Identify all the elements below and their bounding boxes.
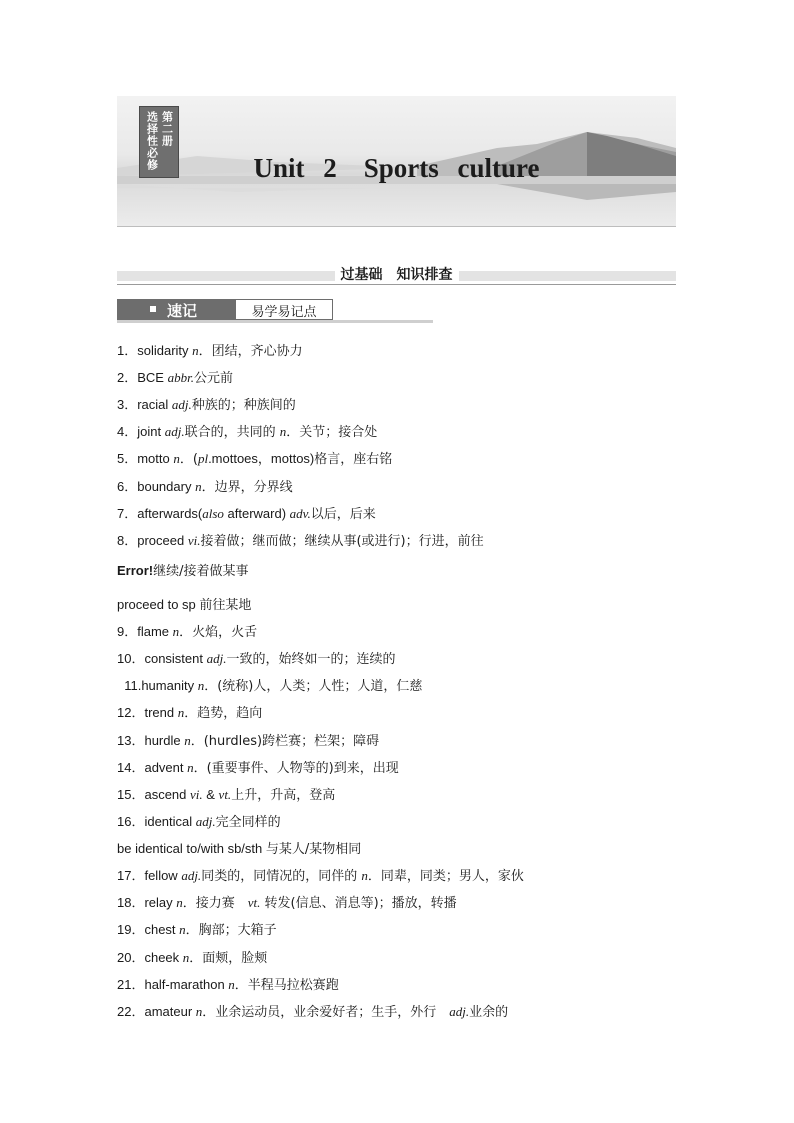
vocab-text: 继续/接着做某事 <box>153 564 249 579</box>
vocab-text: .mottoes，mottos) <box>208 451 315 466</box>
vocab-text: 2．BCE <box>117 370 168 385</box>
vocab-item <box>117 451 392 468</box>
vocab-text: ．火焰，火舌 <box>179 625 258 640</box>
part-of-speech: vt. <box>247 895 261 910</box>
part-of-speech: adv. <box>289 506 311 521</box>
vocab-text: 19．chest <box>117 922 180 937</box>
part-of-speech: adj. <box>181 868 202 883</box>
vocab-text: 22．amateur <box>117 1004 196 1019</box>
square-bullet-icon <box>150 306 156 312</box>
part-of-speech: adj. <box>171 397 192 412</box>
vocab-item <box>117 563 249 580</box>
vocab-text: ．趋势，趋向 <box>184 706 263 721</box>
tab-primary-label: 速记 <box>167 302 198 320</box>
vocab-text: ．边界，分界线 <box>201 480 293 495</box>
vocab-text: 前往某地 <box>199 598 252 613</box>
tab-underline <box>117 320 433 323</box>
vocab-item <box>117 814 281 831</box>
part-of-speech: n <box>195 479 202 494</box>
vocab-text: 联合的，共同的 <box>184 425 280 440</box>
vocab-item <box>117 760 399 777</box>
part-of-speech: also <box>202 506 224 521</box>
quick-memo-tab <box>117 299 433 323</box>
part-of-speech: pl <box>197 451 209 466</box>
vocab-item <box>117 922 277 939</box>
vocab-text: 9．flame <box>117 624 173 639</box>
vocab-text: 一致的，始终如一的；连续的 <box>226 652 396 667</box>
vocab-text: 18．relay <box>117 895 177 910</box>
vocab-text: 15．ascend <box>117 787 190 802</box>
vocab-text: & <box>202 787 219 802</box>
vocab-text: 种族的；种族间的 <box>191 398 296 413</box>
part-of-speech: n <box>176 895 183 910</box>
vocab-text: afterward) <box>223 506 290 521</box>
part-of-speech: n <box>361 868 368 883</box>
vocab-text: 20．cheek <box>117 950 183 965</box>
vocab-text: ．胸部；大箱子 <box>185 923 277 938</box>
part-of-speech: abbr. <box>167 370 194 385</box>
part-of-speech: n <box>177 705 185 720</box>
vocab-text: 21．half-marathon <box>117 977 229 992</box>
part-of-speech: n <box>279 424 287 439</box>
badge-volume: 第二册 <box>160 111 174 147</box>
vocab-item <box>117 506 376 523</box>
vocab-item <box>117 787 335 804</box>
vocab-item <box>117 977 339 994</box>
vocab-text: 14．advent <box>117 760 188 775</box>
vocab-item <box>117 651 396 668</box>
vocab-text: 7．afterwards( <box>117 506 203 521</box>
vocab-item <box>117 678 422 695</box>
vocab-text: 16．identical <box>117 814 196 829</box>
part-of-speech: n <box>197 678 205 693</box>
part-of-speech: vi. <box>190 787 203 802</box>
error-marker: Error! <box>117 563 154 578</box>
vocab-item <box>117 533 484 550</box>
vocab-text: 格言，座右铭 <box>314 452 393 467</box>
part-of-speech: vt. <box>218 787 232 802</box>
vocab-text: 10．consistent <box>117 651 207 666</box>
vocab-text: ．同辈，同类；男人，家伙 <box>367 869 524 884</box>
vocab-item <box>117 733 379 750</box>
vocab-text: 8．proceed <box>117 533 188 548</box>
part-of-speech: adj. <box>195 814 216 829</box>
vocab-text: 上升，升高，登高 <box>231 788 336 803</box>
vocab-text: ．关节；接合处 <box>286 425 378 440</box>
vocab-text: 17．fellow <box>117 868 182 883</box>
vocab-text: 13．hurdle <box>117 733 185 748</box>
tab-secondary-label: 易学易记点 <box>251 305 317 320</box>
part-of-speech: vi. <box>187 533 201 548</box>
vocab-text: 同类的，同情况的，同伴的 <box>201 869 362 884</box>
part-of-speech: n <box>187 760 194 775</box>
vocab-item <box>117 479 293 496</box>
vocab-item <box>117 841 361 858</box>
vocab-text: 以后，后来 <box>310 507 376 522</box>
part-of-speech: n <box>173 451 180 466</box>
tab-primary <box>117 299 235 320</box>
vocab-text: ．半程马拉松赛跑 <box>234 978 339 993</box>
vocab-text: 11.humanity <box>117 678 198 693</box>
part-of-speech: adj. <box>449 1004 470 1019</box>
part-of-speech: adj. <box>164 424 185 439</box>
badge-series: 选择性必修 <box>145 111 159 171</box>
vocab-item <box>117 397 296 414</box>
vocab-text: 1．solidarity <box>117 343 193 358</box>
vocab-item <box>117 950 267 967</box>
section-divider <box>117 284 676 285</box>
part-of-speech: n <box>184 733 191 748</box>
vocab-item <box>117 343 303 360</box>
vocab-item <box>117 597 251 614</box>
vocab-item <box>117 624 257 641</box>
vocab-text: proceed to sp <box>117 597 200 612</box>
vocab-item <box>117 895 457 912</box>
part-of-speech: adj. <box>206 651 227 666</box>
vocab-text: 接着做；继而做；继续从事(或进行)；行进，前往 <box>200 534 484 549</box>
vocab-item <box>117 1004 508 1021</box>
vocab-text: ．(重要事件、人物等的)到来，出现 <box>193 761 399 776</box>
vocab-text: 业余的 <box>469 1005 509 1020</box>
vocab-text: 完全同样的 <box>215 815 281 830</box>
vocab-text: ．(统称)人，人类；人性；人道，仁慈 <box>204 679 423 694</box>
section-header <box>117 264 676 286</box>
vocab-item <box>117 370 233 387</box>
vocab-text: 12．trend <box>117 705 178 720</box>
section-title: 过基础 知识排查 <box>335 267 459 283</box>
vocab-item <box>117 868 524 885</box>
part-of-speech: n <box>195 1004 203 1019</box>
vocab-text: ．团结，齐心协力 <box>198 344 303 359</box>
vocab-text: ．业余运动员，业余爱好者；生手，外行 <box>202 1005 450 1020</box>
part-of-speech: n <box>192 343 199 358</box>
vocab-text: 转发(信息、消息等)；播放，转播 <box>260 896 457 911</box>
vocab-text: 4．joint <box>117 424 165 439</box>
unit-title: Unit 2 Sports culture <box>253 153 540 183</box>
vocab-text: be identical to/with sb/sth <box>117 841 266 856</box>
part-of-speech: n <box>172 624 180 639</box>
vocab-text: 6．boundary <box>117 479 196 494</box>
vocab-item <box>117 705 262 722</box>
vocab-text: 5．motto <box>117 451 174 466</box>
vocab-text: 公元前 <box>193 371 233 386</box>
part-of-speech: n <box>182 950 190 965</box>
vocab-text: 3．racial <box>117 397 172 412</box>
vocab-item <box>117 424 377 441</box>
vocab-text: 与某人/某物相同 <box>265 842 362 857</box>
vocab-text: ．(hurdles)跨栏赛；栏架；障碍 <box>190 734 380 749</box>
part-of-speech: n <box>179 922 186 937</box>
vocab-text: ．面颊，脸颊 <box>189 951 268 966</box>
vocab-text: ．接力赛 <box>182 896 248 911</box>
tab-secondary <box>235 299 333 320</box>
vocab-text: ．( <box>179 452 198 467</box>
part-of-speech: n <box>228 977 235 992</box>
